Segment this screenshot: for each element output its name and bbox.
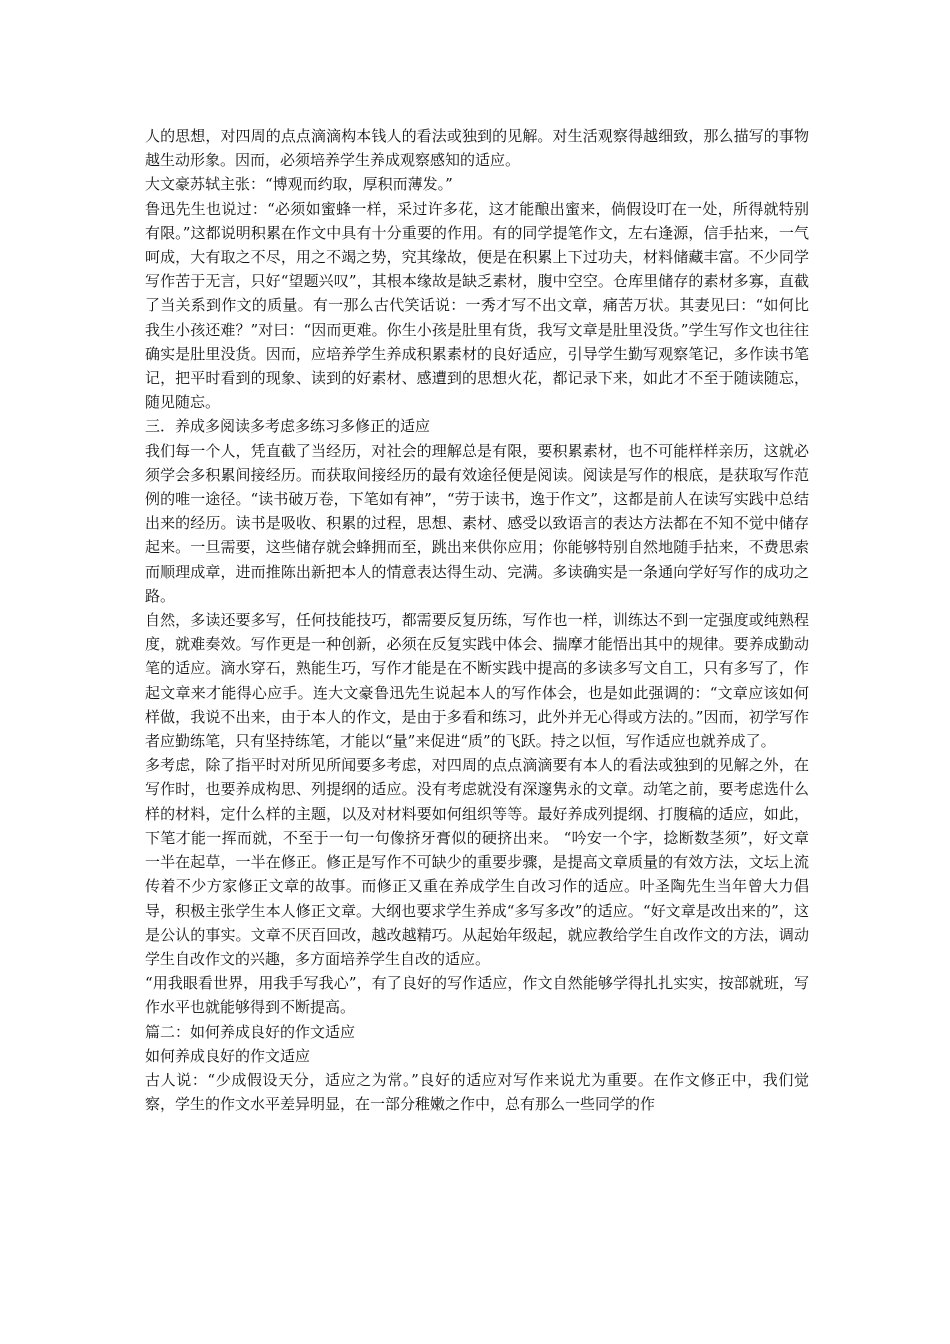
paragraph-observation-end: 人的思想，对四周的点点滴滴构本钱人的看法或独到的见解。对生活观察得越细致，那么描写的事物越生动形象。因而，必须培养学生养成观察感知的适应。 xyxy=(145,127,809,170)
paragraph-reading: 我们每一个人，凭直截了当经历，对社会的理解总是有限，要积累素材，也不可能样样亲历，这就必须学会多积累间接经历。而获取间接经历的最有效途径便是阅读。阅读是写作的根底，是获取写作范例的唯一途径。“读书破万卷，下笔如有神”，“劳于读书，逸于作文”，这都是前人在读写实践中总结出来的经历。读书是吸收、积累的过程，思想、素材、感受以致语言的表达方法都在不知不觉中储存起来。一旦需要，这些储存就会蜂拥而至，跳出来供你应用；你能够特别自然地随手拈来，不费思索而顺理成章，进而推陈出新把本人的情意表达得生动、完满。多读确实是一条通向学好写作的成功之路。 xyxy=(145,441,809,605)
paragraph-su-shi-quote: 大文豪苏轼主张：“博观而约取，厚积而薄发。” xyxy=(145,175,453,194)
paragraph-conclusion: “用我眼看世界，用我手写我心”，有了良好的写作适应，作文自然能够学得扎扎实实，按部就班，写作水平也就能够得到不断提高。 xyxy=(145,974,809,1017)
paragraph-thinking-revising: 多考虑，除了指平时对所见所闻要多考虑，对四周的点点滴滴要有本人的看法或独到的见解之外，在写作时，也要养成构思、列提纲的适应。没有考虑就没有深邃隽永的文章。动笔之前，要考虑选什么样的材料，定什么样的主题，以及对材料要如何组织等等。最好养成列提纲、打腹稿的适应，如此，下笔才能一挥而就，不至于一句一句像挤牙膏似的硬挤出来。 “吟安一个字，捻断数茎须”，好文章一半在起草，一半在修正。修正是写作不可缺少的重要步骤，是提高文章质量的有效方法，文坛上流传着不少方家修正文章的故事。而修正又重在养成学生自改习作的适应。叶圣陶先生当年曾大力倡导，积极主张学生本人修正文章。大纲也要求学生养成“多写多改”的适应。“好文章是改出来的”，这是公认的事实。文章不厌百回改，越改越精巧。从起始年级起，就应教给学生自改作文的方法，调动学生自改作文的兴趣，多方面培养学生自改的适应。 xyxy=(145,756,809,968)
article-two-heading: 篇二：如何养成良好的作文适应 xyxy=(145,1022,356,1041)
section-heading-three: 三．养成多阅读多考虑多练习多修正的适应 xyxy=(145,417,431,436)
paragraph-lu-xun-accumulation: 鲁迅先生也说过：“必须如蜜蜂一样，采过许多花，这才能酿出蜜来，倘假设叮在一处，所得就特别有限。”这都说明积累在作文中具有十分重要的作用。有的同学提笔作文，左右逢源，信手拈来，一气呵成，大有取之不尽，用之不竭之势，究其缘故，便是在积累上下过功夫，材料储藏丰富。不少同学写作苦于无言，只好“望题兴叹”，其根本缘故是缺乏素材，腹中空空。仓库里储存的素材多寡，直截了当关系到作文的质量。有一那么古代笑话说：一秀才写不出文章，痛苦万状。其妻见曰：“如何比我生小孩还难？”对曰：“因而更难。你生小孩是肚里有货，我写文章是肚里没货。”学生写作文也往往确实是肚里没货。因而，应培养学生养成积累素材的良好适应，引导学生勤写观察笔记，多作读书笔记，把平时看到的现象、读到的好素材、感遭到的思想火花，都记录下来，如此才不至于随读随忘，随见随忘。 xyxy=(145,199,809,412)
article-two-title: 如何养成良好的作文适应 xyxy=(145,1046,311,1065)
paragraph-article-two-intro: 古人说：“少成假设天分，适应之为常。”良好的适应对写作来说尤为重要。在作文修正中，我们觉察，学生的作文水平差异明显，在一部分稚嫩之作中，总有那么一些同学的作 xyxy=(145,1070,809,1114)
paragraph-writing-practice: 自然，多读还要多写，任何技能技巧，都需要反复历练，写作也一样，训练达不到一定强度或纯熟程度，就难奏效。写作更是一种创新，必须在反复实践中体会、揣摩才能悟出其中的规律。要养成勤动笔的适应。滴水穿石，熟能生巧，写作才能是在不断实践中提高的多读多写文自工，只有多写了，作起文章来才能得心应手。连大文豪鲁迅先生说起本人的写作体会，也是如此强调的：“文章应该如何样做，我说不出来，由于本人的作文，是由于多看和练习，此外并无心得或方法的。”因而，初学写作者应勤练笔，只有坚持练笔，才能以“量”来促进“质”的飞跃。持之以恒，写作适应也就养成了。 xyxy=(145,611,809,751)
document-body xyxy=(145,124,809,1116)
